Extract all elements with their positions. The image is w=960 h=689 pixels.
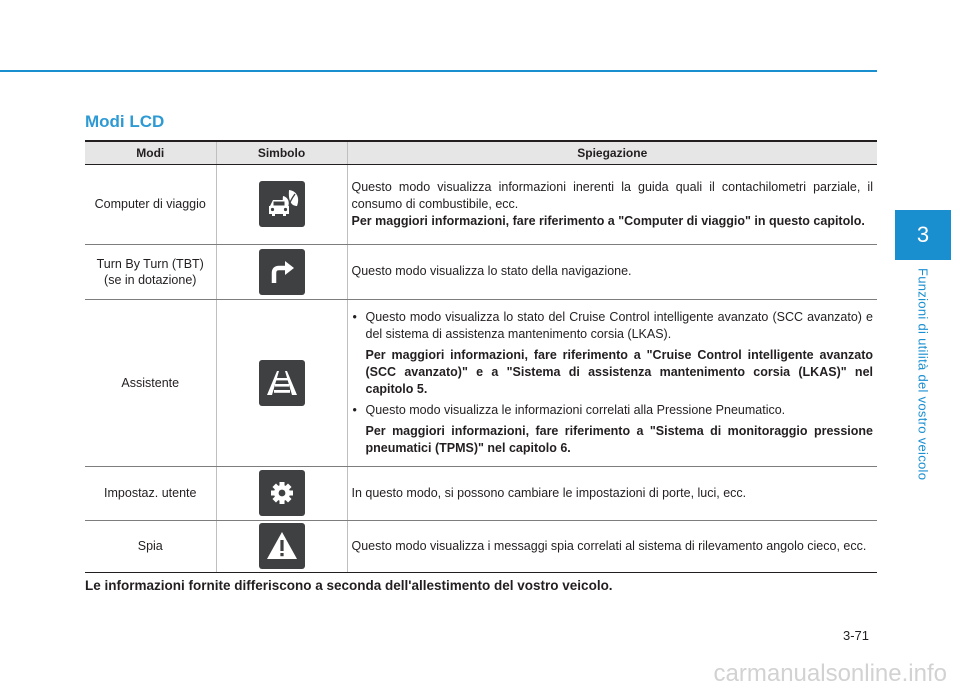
symbol-cell [216, 299, 347, 466]
bullet-reference: Per maggiori informazioni, fare riferimento a "Cruise Control intelligente avanzato (SCC avanzato)" e a "Sistema di assistenza mantenimento corsia (LKAS)" nel capitolo 5. [365, 347, 873, 396]
table-row [85, 466, 877, 520]
header-simbolo: Simbolo [216, 141, 347, 164]
mode-name-line1: Turn By Turn (TBT) [96, 256, 204, 271]
page-number: 3-71 [843, 628, 870, 643]
bullet-reference: Per maggiori informazioni, fare riferimento a "Sistema di monitoraggio pressione pneumatici (TPMS)" nel capitolo 6. [365, 423, 873, 455]
description-cell [347, 299, 877, 466]
chapter-title: Funzioni di utilità del vostro veicolo [915, 268, 931, 481]
watermark: carmanualsonline.info [713, 660, 947, 687]
chapter-tab: 3 [895, 210, 951, 260]
table-row [85, 244, 877, 299]
description-cell [347, 520, 877, 572]
table-header-row [85, 141, 877, 164]
mode-name: Computer di viaggio [85, 164, 216, 244]
list-item [352, 309, 874, 398]
symbol-cell [216, 164, 347, 244]
table-row [85, 520, 877, 572]
mode-name: Assistente [85, 299, 216, 466]
bullet-text: • Questo modo visualizza lo stato del Cruise Control intelligente avanzato (SCC avanzato) e del sistema di assistenza mantenimento corsia (LKAS). [365, 309, 873, 341]
list-item [352, 402, 874, 457]
mode-name: Spia [85, 520, 216, 572]
description-cell [347, 164, 877, 244]
mode-name-line2: (se in dotazione) [104, 272, 197, 287]
table-row [85, 299, 877, 466]
symbol-cell [216, 244, 347, 299]
header-modi: Modi [85, 141, 216, 164]
desc-text: In questo modo, si possono cambiare le impostazioni di porte, luci, ecc. [351, 485, 747, 500]
desc-text: Questo modo visualizza informazioni inerenti la guida quali il contachilometri parziale, il consumo di combustibile, ecc. [351, 179, 873, 211]
assistant-bullets [352, 309, 874, 457]
table-row [85, 164, 877, 244]
trip-computer-icon [259, 181, 305, 227]
bullet-text: • Questo modo visualizza le informazioni correlati alla Pressione Pneumatico. [365, 402, 786, 417]
turn-arrow-icon [259, 249, 305, 295]
footnote: Le informazioni fornite differiscono a seconda dell'allestimento del vostro veicolo. [85, 578, 613, 593]
lcd-modes-table [85, 140, 877, 573]
gear-icon [259, 470, 305, 516]
warning-triangle-icon [259, 523, 305, 569]
symbol-cell [216, 520, 347, 572]
top-rule [0, 70, 877, 72]
desc-text: Questo modo visualizza i messaggi spia correlati al sistema di rilevamento angolo cieco, ecc. [351, 538, 867, 553]
mode-name: Impostaz. utente [85, 466, 216, 520]
lane-assist-icon [259, 360, 305, 406]
mode-name [85, 244, 216, 299]
symbol-cell [216, 466, 347, 520]
desc-text: Questo modo visualizza lo stato della navigazione. [351, 264, 632, 278]
header-spiegazione: Spiegazione [347, 141, 877, 164]
description-cell [347, 466, 877, 520]
description-cell [347, 244, 877, 299]
desc-reference: Per maggiori informazioni, fare riferimento a "Computer di viaggio" in questo capitolo. [351, 213, 865, 228]
section-title: Modi LCD [85, 112, 165, 131]
